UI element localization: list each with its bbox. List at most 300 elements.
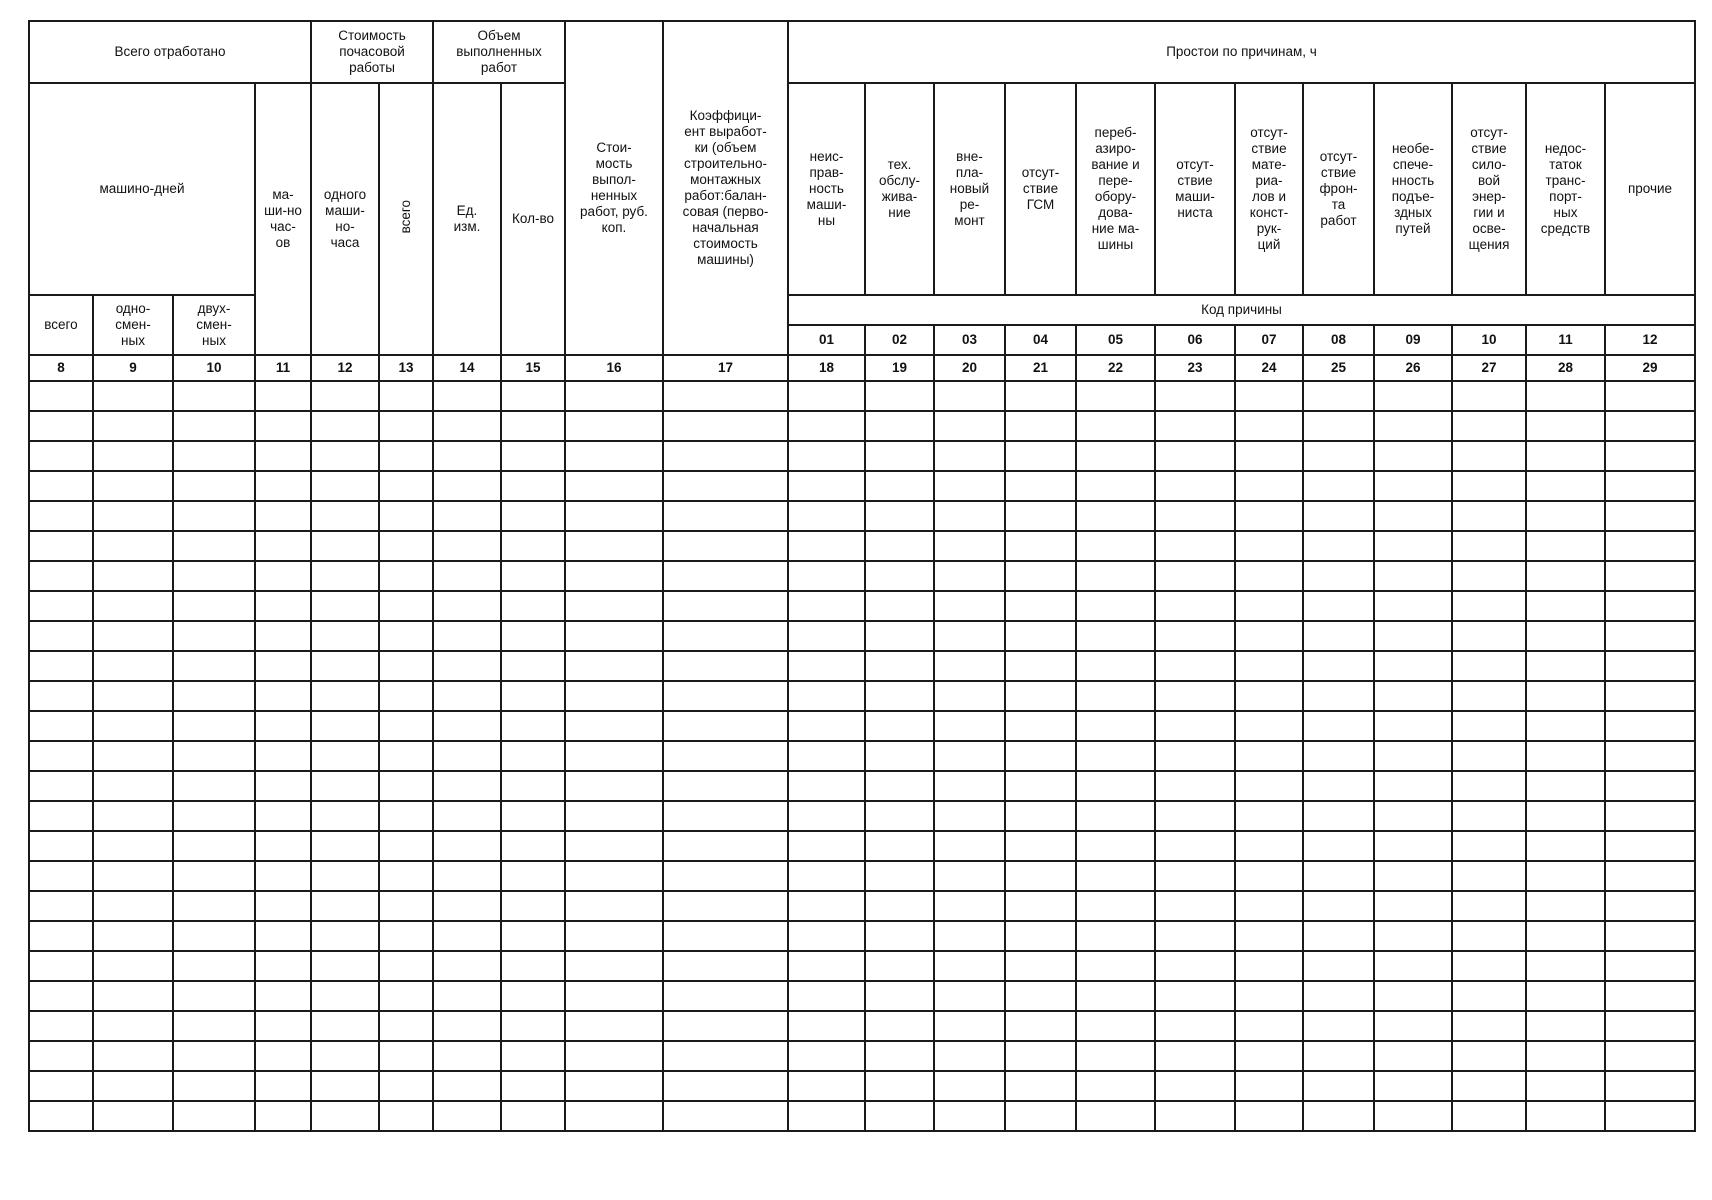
table-cell[interactable] [565, 501, 663, 531]
table-cell[interactable] [1452, 531, 1526, 561]
table-cell[interactable] [865, 951, 934, 981]
table-cell[interactable] [1605, 981, 1695, 1011]
table-cell[interactable] [1235, 621, 1303, 651]
table-cell[interactable] [1155, 441, 1235, 471]
table-cell[interactable] [788, 891, 865, 921]
table-cell[interactable] [29, 441, 93, 471]
table-cell[interactable] [565, 1071, 663, 1101]
table-cell[interactable] [1155, 621, 1235, 651]
table-cell[interactable] [663, 921, 788, 951]
table-cell[interactable] [1076, 1071, 1155, 1101]
table-cell[interactable] [1374, 471, 1452, 501]
table-cell[interactable] [173, 741, 255, 771]
table-cell[interactable] [565, 411, 663, 441]
table-cell[interactable] [1526, 381, 1605, 411]
table-cell[interactable] [1303, 591, 1374, 621]
table-cell[interactable] [379, 591, 433, 621]
table-cell[interactable] [1235, 381, 1303, 411]
table-cell[interactable] [1155, 1071, 1235, 1101]
table-cell[interactable] [1005, 801, 1076, 831]
table-cell[interactable] [1605, 411, 1695, 441]
table-cell[interactable] [255, 741, 311, 771]
table-cell[interactable] [565, 381, 663, 411]
table-cell[interactable] [788, 861, 865, 891]
table-cell[interactable] [29, 591, 93, 621]
table-cell[interactable] [501, 471, 565, 501]
table-cell[interactable] [1076, 531, 1155, 561]
table-cell[interactable] [1155, 801, 1235, 831]
table-cell[interactable] [1005, 951, 1076, 981]
table-cell[interactable] [379, 711, 433, 741]
table-cell[interactable] [1605, 1011, 1695, 1041]
table-cell[interactable] [29, 921, 93, 951]
table-cell[interactable] [311, 981, 379, 1011]
table-cell[interactable] [1235, 771, 1303, 801]
table-cell[interactable] [255, 711, 311, 741]
table-cell[interactable] [1155, 1011, 1235, 1041]
table-cell[interactable] [788, 651, 865, 681]
table-cell[interactable] [788, 921, 865, 951]
table-cell[interactable] [379, 531, 433, 561]
table-cell[interactable] [311, 1041, 379, 1071]
table-cell[interactable] [1605, 681, 1695, 711]
table-cell[interactable] [663, 951, 788, 981]
table-cell[interactable] [311, 651, 379, 681]
table-cell[interactable] [663, 561, 788, 591]
table-cell[interactable] [1076, 801, 1155, 831]
table-cell[interactable] [1526, 1101, 1605, 1131]
table-cell[interactable] [1005, 1041, 1076, 1071]
table-cell[interactable] [1526, 411, 1605, 441]
table-cell[interactable] [1452, 621, 1526, 651]
table-cell[interactable] [1303, 951, 1374, 981]
table-cell[interactable] [93, 621, 173, 651]
table-cell[interactable] [173, 1071, 255, 1101]
table-cell[interactable] [1452, 501, 1526, 531]
table-cell[interactable] [501, 501, 565, 531]
table-cell[interactable] [1005, 681, 1076, 711]
table-cell[interactable] [29, 531, 93, 561]
table-cell[interactable] [788, 741, 865, 771]
table-cell[interactable] [565, 621, 663, 651]
table-cell[interactable] [379, 1101, 433, 1131]
table-cell[interactable] [788, 801, 865, 831]
table-cell[interactable] [1155, 531, 1235, 561]
table-cell[interactable] [1303, 981, 1374, 1011]
table-cell[interactable] [311, 621, 379, 651]
table-cell[interactable] [1303, 561, 1374, 591]
table-cell[interactable] [788, 441, 865, 471]
table-cell[interactable] [1605, 891, 1695, 921]
table-cell[interactable] [311, 921, 379, 951]
table-cell[interactable] [865, 501, 934, 531]
table-cell[interactable] [788, 681, 865, 711]
table-cell[interactable] [788, 1011, 865, 1041]
table-cell[interactable] [1605, 1041, 1695, 1071]
table-cell[interactable] [1005, 771, 1076, 801]
table-cell[interactable] [565, 711, 663, 741]
table-cell[interactable] [565, 741, 663, 771]
table-cell[interactable] [663, 591, 788, 621]
table-cell[interactable] [1155, 741, 1235, 771]
table-cell[interactable] [1155, 561, 1235, 591]
table-cell[interactable] [934, 1101, 1005, 1131]
table-cell[interactable] [565, 771, 663, 801]
table-cell[interactable] [663, 831, 788, 861]
table-cell[interactable] [255, 411, 311, 441]
table-cell[interactable] [1605, 621, 1695, 651]
table-cell[interactable] [1235, 441, 1303, 471]
table-cell[interactable] [565, 531, 663, 561]
table-cell[interactable] [565, 921, 663, 951]
table-cell[interactable] [255, 891, 311, 921]
table-cell[interactable] [1526, 1011, 1605, 1041]
table-cell[interactable] [93, 1011, 173, 1041]
table-cell[interactable] [788, 621, 865, 651]
table-cell[interactable] [1526, 651, 1605, 681]
table-cell[interactable] [1155, 711, 1235, 741]
table-cell[interactable] [1452, 561, 1526, 591]
table-cell[interactable] [173, 771, 255, 801]
table-cell[interactable] [1155, 1041, 1235, 1071]
table-cell[interactable] [501, 381, 565, 411]
table-cell[interactable] [1526, 471, 1605, 501]
table-cell[interactable] [1526, 501, 1605, 531]
table-cell[interactable] [865, 531, 934, 561]
table-cell[interactable] [29, 1041, 93, 1071]
table-cell[interactable] [311, 741, 379, 771]
table-cell[interactable] [1005, 981, 1076, 1011]
table-cell[interactable] [433, 951, 501, 981]
table-cell[interactable] [433, 891, 501, 921]
table-cell[interactable] [934, 381, 1005, 411]
table-cell[interactable] [565, 1011, 663, 1041]
table-cell[interactable] [311, 501, 379, 531]
table-cell[interactable] [1005, 651, 1076, 681]
table-cell[interactable] [934, 711, 1005, 741]
table-cell[interactable] [93, 951, 173, 981]
table-cell[interactable] [379, 861, 433, 891]
table-cell[interactable] [1452, 1071, 1526, 1101]
table-cell[interactable] [173, 861, 255, 891]
table-cell[interactable] [934, 621, 1005, 651]
table-cell[interactable] [788, 951, 865, 981]
table-cell[interactable] [433, 921, 501, 951]
table-cell[interactable] [173, 501, 255, 531]
table-cell[interactable] [1005, 1011, 1076, 1041]
table-cell[interactable] [865, 1011, 934, 1041]
table-cell[interactable] [93, 411, 173, 441]
table-cell[interactable] [255, 1041, 311, 1071]
table-cell[interactable] [1235, 921, 1303, 951]
table-cell[interactable] [29, 1101, 93, 1131]
table-cell[interactable] [1235, 981, 1303, 1011]
table-cell[interactable] [433, 861, 501, 891]
table-cell[interactable] [379, 771, 433, 801]
table-cell[interactable] [173, 1101, 255, 1131]
table-cell[interactable] [433, 681, 501, 711]
table-cell[interactable] [1005, 471, 1076, 501]
table-cell[interactable] [1005, 591, 1076, 621]
table-cell[interactable] [788, 1041, 865, 1071]
table-cell[interactable] [311, 1011, 379, 1041]
table-cell[interactable] [1005, 921, 1076, 951]
table-cell[interactable] [255, 801, 311, 831]
table-cell[interactable] [865, 621, 934, 651]
table-cell[interactable] [1005, 741, 1076, 771]
table-cell[interactable] [1452, 771, 1526, 801]
table-cell[interactable] [934, 891, 1005, 921]
table-cell[interactable] [29, 681, 93, 711]
table-cell[interactable] [1526, 921, 1605, 951]
table-cell[interactable] [379, 621, 433, 651]
table-cell[interactable] [311, 861, 379, 891]
table-cell[interactable] [29, 651, 93, 681]
table-cell[interactable] [1235, 711, 1303, 741]
table-cell[interactable] [1303, 411, 1374, 441]
table-cell[interactable] [255, 471, 311, 501]
table-cell[interactable] [1303, 831, 1374, 861]
table-cell[interactable] [663, 381, 788, 411]
table-cell[interactable] [501, 651, 565, 681]
table-cell[interactable] [1605, 921, 1695, 951]
table-cell[interactable] [1076, 891, 1155, 921]
table-cell[interactable] [1374, 861, 1452, 891]
table-cell[interactable] [1076, 1011, 1155, 1041]
table-cell[interactable] [1155, 681, 1235, 711]
table-cell[interactable] [934, 771, 1005, 801]
table-cell[interactable] [1374, 591, 1452, 621]
table-cell[interactable] [1605, 831, 1695, 861]
table-cell[interactable] [1155, 1101, 1235, 1131]
table-cell[interactable] [1374, 621, 1452, 651]
table-cell[interactable] [865, 831, 934, 861]
table-cell[interactable] [1526, 711, 1605, 741]
table-cell[interactable] [1374, 501, 1452, 531]
table-cell[interactable] [93, 681, 173, 711]
table-cell[interactable] [934, 1011, 1005, 1041]
table-cell[interactable] [1155, 921, 1235, 951]
table-cell[interactable] [565, 681, 663, 711]
table-cell[interactable] [1235, 1101, 1303, 1131]
table-cell[interactable] [93, 771, 173, 801]
table-cell[interactable] [865, 1071, 934, 1101]
table-cell[interactable] [1303, 1041, 1374, 1071]
table-cell[interactable] [663, 471, 788, 501]
table-cell[interactable] [93, 1041, 173, 1071]
table-cell[interactable] [1235, 741, 1303, 771]
table-cell[interactable] [255, 441, 311, 471]
table-cell[interactable] [1076, 921, 1155, 951]
table-cell[interactable] [1005, 501, 1076, 531]
table-cell[interactable] [1526, 891, 1605, 921]
table-cell[interactable] [565, 1041, 663, 1071]
table-cell[interactable] [93, 861, 173, 891]
table-cell[interactable] [1374, 711, 1452, 741]
table-cell[interactable] [501, 981, 565, 1011]
table-cell[interactable] [788, 711, 865, 741]
table-cell[interactable] [565, 651, 663, 681]
table-cell[interactable] [1452, 441, 1526, 471]
table-cell[interactable] [93, 891, 173, 921]
table-cell[interactable] [1526, 531, 1605, 561]
table-cell[interactable] [934, 651, 1005, 681]
table-cell[interactable] [255, 831, 311, 861]
table-cell[interactable] [1303, 381, 1374, 411]
table-cell[interactable] [1374, 741, 1452, 771]
table-cell[interactable] [433, 531, 501, 561]
table-cell[interactable] [663, 1071, 788, 1101]
table-cell[interactable] [501, 1071, 565, 1101]
table-cell[interactable] [865, 711, 934, 741]
table-cell[interactable] [173, 441, 255, 471]
table-cell[interactable] [173, 471, 255, 501]
table-cell[interactable] [663, 891, 788, 921]
table-cell[interactable] [1076, 501, 1155, 531]
table-cell[interactable] [173, 1041, 255, 1071]
table-cell[interactable] [1526, 621, 1605, 651]
table-cell[interactable] [1005, 381, 1076, 411]
table-cell[interactable] [1235, 681, 1303, 711]
table-cell[interactable] [565, 831, 663, 861]
table-cell[interactable] [1235, 591, 1303, 621]
table-cell[interactable] [93, 591, 173, 621]
table-cell[interactable] [934, 471, 1005, 501]
table-cell[interactable] [1452, 711, 1526, 741]
table-cell[interactable] [1076, 741, 1155, 771]
table-cell[interactable] [865, 381, 934, 411]
table-cell[interactable] [29, 981, 93, 1011]
table-cell[interactable] [1526, 1071, 1605, 1101]
table-cell[interactable] [29, 951, 93, 981]
table-cell[interactable] [379, 471, 433, 501]
table-cell[interactable] [1526, 861, 1605, 891]
table-cell[interactable] [788, 471, 865, 501]
table-cell[interactable] [173, 981, 255, 1011]
table-cell[interactable] [379, 1041, 433, 1071]
table-cell[interactable] [29, 471, 93, 501]
table-cell[interactable] [1303, 651, 1374, 681]
table-cell[interactable] [934, 801, 1005, 831]
table-cell[interactable] [255, 1071, 311, 1101]
table-cell[interactable] [501, 411, 565, 441]
table-cell[interactable] [501, 921, 565, 951]
table-cell[interactable] [501, 561, 565, 591]
table-cell[interactable] [1526, 771, 1605, 801]
table-cell[interactable] [1235, 411, 1303, 441]
table-cell[interactable] [1155, 861, 1235, 891]
table-cell[interactable] [1303, 711, 1374, 741]
table-cell[interactable] [1605, 1071, 1695, 1101]
table-cell[interactable] [501, 861, 565, 891]
table-cell[interactable] [501, 1041, 565, 1071]
table-cell[interactable] [565, 951, 663, 981]
table-cell[interactable] [29, 771, 93, 801]
table-cell[interactable] [1303, 621, 1374, 651]
table-cell[interactable] [1303, 471, 1374, 501]
table-cell[interactable] [29, 711, 93, 741]
table-cell[interactable] [1526, 441, 1605, 471]
table-cell[interactable] [1005, 861, 1076, 891]
table-cell[interactable] [433, 831, 501, 861]
table-cell[interactable] [433, 381, 501, 411]
table-cell[interactable] [1076, 411, 1155, 441]
table-cell[interactable] [663, 441, 788, 471]
table-cell[interactable] [788, 831, 865, 861]
table-cell[interactable] [565, 561, 663, 591]
table-cell[interactable] [865, 441, 934, 471]
table-cell[interactable] [865, 741, 934, 771]
table-cell[interactable] [865, 471, 934, 501]
table-cell[interactable] [1303, 801, 1374, 831]
table-cell[interactable] [93, 981, 173, 1011]
table-cell[interactable] [1452, 1041, 1526, 1071]
table-cell[interactable] [433, 1011, 501, 1041]
table-cell[interactable] [173, 621, 255, 651]
table-cell[interactable] [1303, 771, 1374, 801]
table-cell[interactable] [501, 1101, 565, 1131]
table-cell[interactable] [433, 591, 501, 621]
table-cell[interactable] [788, 1101, 865, 1131]
table-cell[interactable] [1303, 441, 1374, 471]
table-cell[interactable] [501, 441, 565, 471]
table-cell[interactable] [379, 921, 433, 951]
table-cell[interactable] [93, 921, 173, 951]
table-cell[interactable] [255, 681, 311, 711]
table-cell[interactable] [934, 531, 1005, 561]
table-cell[interactable] [663, 1011, 788, 1041]
table-cell[interactable] [255, 531, 311, 561]
table-cell[interactable] [433, 561, 501, 591]
table-cell[interactable] [1303, 501, 1374, 531]
table-cell[interactable] [1605, 501, 1695, 531]
table-cell[interactable] [311, 441, 379, 471]
table-cell[interactable] [1235, 471, 1303, 501]
table-cell[interactable] [1005, 411, 1076, 441]
table-cell[interactable] [311, 801, 379, 831]
table-cell[interactable] [865, 1041, 934, 1071]
table-cell[interactable] [1526, 831, 1605, 861]
table-cell[interactable] [663, 1041, 788, 1071]
table-cell[interactable] [1235, 801, 1303, 831]
table-cell[interactable] [663, 501, 788, 531]
table-cell[interactable] [934, 411, 1005, 441]
table-cell[interactable] [255, 1011, 311, 1041]
table-cell[interactable] [1452, 681, 1526, 711]
table-cell[interactable] [255, 561, 311, 591]
table-cell[interactable] [311, 831, 379, 861]
table-cell[interactable] [379, 951, 433, 981]
table-cell[interactable] [311, 711, 379, 741]
table-cell[interactable] [29, 1011, 93, 1041]
table-cell[interactable] [1526, 741, 1605, 771]
table-cell[interactable] [1374, 921, 1452, 951]
table-cell[interactable] [788, 411, 865, 441]
table-cell[interactable] [1235, 891, 1303, 921]
table-cell[interactable] [1235, 1041, 1303, 1071]
table-cell[interactable] [1605, 561, 1695, 591]
table-cell[interactable] [93, 471, 173, 501]
table-cell[interactable] [255, 771, 311, 801]
table-cell[interactable] [311, 1071, 379, 1101]
table-cell[interactable] [1374, 801, 1452, 831]
table-cell[interactable] [1076, 591, 1155, 621]
table-cell[interactable] [1374, 981, 1452, 1011]
table-cell[interactable] [173, 531, 255, 561]
table-cell[interactable] [1452, 981, 1526, 1011]
table-cell[interactable] [311, 771, 379, 801]
table-cell[interactable] [1452, 651, 1526, 681]
